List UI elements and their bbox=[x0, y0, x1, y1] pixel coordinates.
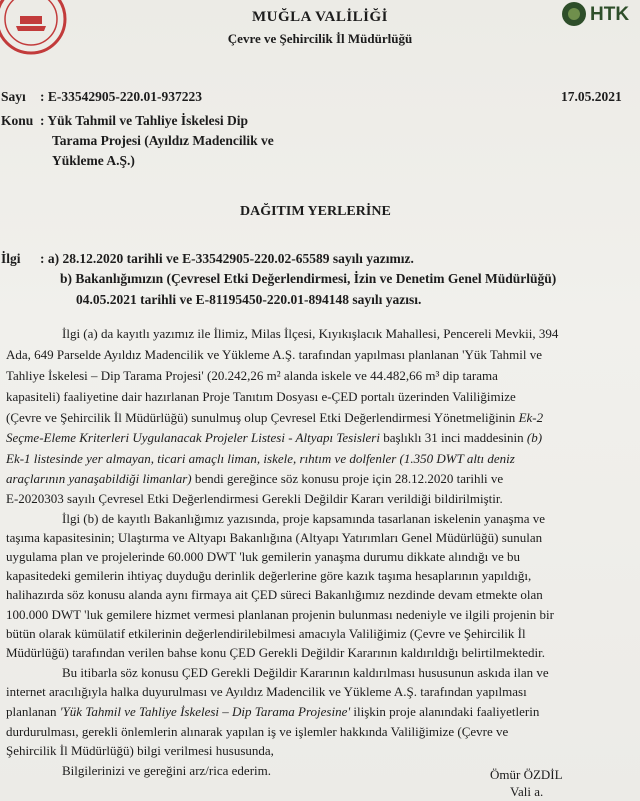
para1-line: Ek-1 listesinde yer almayan, ticari amaçlı liman, iskele, rıhtım ve dolfenler (1.350 DWT altı deniz bbox=[6, 451, 515, 466]
konu-line: Yükleme A.Ş.) bbox=[52, 153, 135, 168]
konu-label: Konu bbox=[1, 113, 34, 128]
para3-line: internet aracılığıyla halka duyurulması ve Ayıldız Madencilik ve Yükleme A.Ş. tarafından yapılması bbox=[6, 684, 527, 699]
para1-line bbox=[6, 429, 542, 446]
distribution-title: DAĞITIM YERLERİNE bbox=[240, 204, 391, 219]
para1-line: kapasiteli) faaliyetine dair hazırlanan Proje Tanıtım Dosyası e-ÇED portalı üzerinden Valiliğimize bbox=[6, 389, 516, 404]
signatory-title: Vali a. bbox=[510, 784, 544, 799]
para3-text: planlanan bbox=[6, 704, 60, 719]
konu-line: : Yük Tahmil ve Tahliye İskelesi Dip bbox=[40, 113, 249, 128]
para2-line: Müdürlüğü) tarafından verilen bahse konu ÇED Gerekli Değildir Kararının kaldırıldığı belirtilmektedir. bbox=[6, 645, 545, 660]
htk-logo-text: HTK bbox=[590, 4, 630, 25]
sayi-value: : E-33542905-220.01-937223 bbox=[40, 89, 202, 104]
para2-line: halihazırda söz konusu alanda aynı firmaya ait ÇED süreci Bakanlığımız nezdinde devam etmekte olan bbox=[6, 587, 543, 602]
para1-line: E-2020303 sayılı Çevresel Etki Değerlendirmesi Gerekli Değildir Kararı verildiği bildirilmiştir. bbox=[6, 491, 503, 506]
para2-line: bütün olarak kümülatif etkilerinin değerlendirilebilmesi amacıyla Valiliğimiz (Çevre ve Şehircilik İl bbox=[6, 626, 526, 641]
para3-italic: 'Yük Tahmil ve Tahliye İskelesi – Dip Tarama Projesine' bbox=[59, 704, 351, 719]
directorate-title: Çevre ve Şehircilik İl Müdürlüğü bbox=[227, 31, 413, 46]
para1-italic: Ek-2 bbox=[518, 410, 544, 425]
ilgi-label: İlgi bbox=[1, 251, 21, 266]
ilgi-a: : a) 28.12.2020 tarihli ve E-33542905-220.02-65589 sayılı yazımız. bbox=[40, 251, 414, 266]
ilgi-b-line1: b) Bakanlığımızın (Çevresel Etki Değerlendirmesi, İzin ve Denetim Genel Müdürlüğü) bbox=[60, 271, 557, 286]
para2-line: taşıma kapasitesinin; Ulaştırma ve Altyapı Bakanlığına (Altyapı Yatırımları Genel Müdürlüğü) sunulan bbox=[6, 530, 543, 545]
konu-line: Tarama Projesi (Ayıldız Madencilik ve bbox=[52, 133, 274, 148]
para2-line: İlgi (b) de kayıtlı Bakanlığımız yazısında, proje kapsamında tasarlanan iskelenin yanaşma ve bbox=[62, 511, 546, 526]
para3-line: Bu itibarla söz konusu ÇED Gerekli Değildir Kararının kaldırılması hususunun askıda ilan ve bbox=[62, 665, 549, 680]
para1-italic: (b) bbox=[526, 430, 543, 445]
para1-italic: Seçme-Eleme Kriterleri Uygulanacak Projeler Listesi - Altyapı Tesisleri bbox=[6, 430, 380, 445]
para3-line: Şehircilik İl Müdürlüğü) bilgi verilmesi hususunda, bbox=[6, 743, 274, 758]
para1-italic: araçlarının yanaşabildiği limanlar) bbox=[6, 471, 192, 486]
para1-text: (Çevre ve Şehircilik İl Müdürlüğü) sunulmuş olup Çevresel Etki Değerlendirmesi Yönetmeliğinin bbox=[6, 410, 519, 425]
para2-line: kapasitedeki gemilerin ihtiyaç duyduğu derinlik değerlerine göre kazık taşıma hesaplarının yapıldığı, bbox=[6, 568, 532, 583]
signatory-name: Ömür ÖZDİL bbox=[490, 767, 563, 782]
para1-text: İlgi (a) da kayıtlı yazımız ile İlimiz, Milas İlçesi, Kıyıkışlacık Mahallesi, Pencereli Mevkii, 394 bbox=[62, 326, 559, 341]
para2-line: 100.000 DWT 'luk gemilere hizmet vermesi planlanan projenin bulunması nedeniyle ve ilgili projenin bir bbox=[6, 607, 554, 622]
para3-text: ilişkin proje alanındaki faaliyetlerin bbox=[350, 704, 540, 719]
para1-line bbox=[62, 325, 632, 342]
para2-line: uygulama plan ve projelerinde 60.000 DWT 'luk gemilerin yanaşma durumu dikkate alındığı ve bu bbox=[6, 549, 521, 564]
para3-line: durdurulması, gerekli önlemlerin alınarak yapılan iş ve işlemler hakkında Valiliğimize (Çevre ve bbox=[6, 724, 509, 739]
authority-title: MUĞLA VALİLİĞİ bbox=[251, 9, 389, 25]
ilgi-b-line2: 04.05.2021 tarihli ve E-81195450-220.01-894148 sayılı yazısı. bbox=[76, 292, 422, 307]
para1-line: Ada, 649 Parselde Ayıldız Madencilik ve Yükleme A.Ş. tarafından yapılması planlanan 'Yük Tahmil ve bbox=[6, 347, 543, 362]
para1-line: Tahliye İskelesi – Dip Tarama Projesi' (20.242,26 m² alanda iskele ve 44.482,66 m³ dip tarama bbox=[6, 368, 498, 383]
closing-line: Bilgilerinizi ve gereğini arz/rica ederim. bbox=[62, 763, 271, 778]
sayi-label: Sayı bbox=[1, 89, 26, 104]
para3-line bbox=[6, 703, 539, 720]
para1-text: bendi gereğince söz konusu proje için 28.12.2020 tarihli ve bbox=[191, 471, 504, 486]
para1-line bbox=[6, 470, 503, 487]
document-date: 17.05.2021 bbox=[561, 89, 622, 104]
para1-line bbox=[6, 409, 543, 426]
para1-text: başlıklı 31 inci maddesinin bbox=[379, 430, 527, 445]
